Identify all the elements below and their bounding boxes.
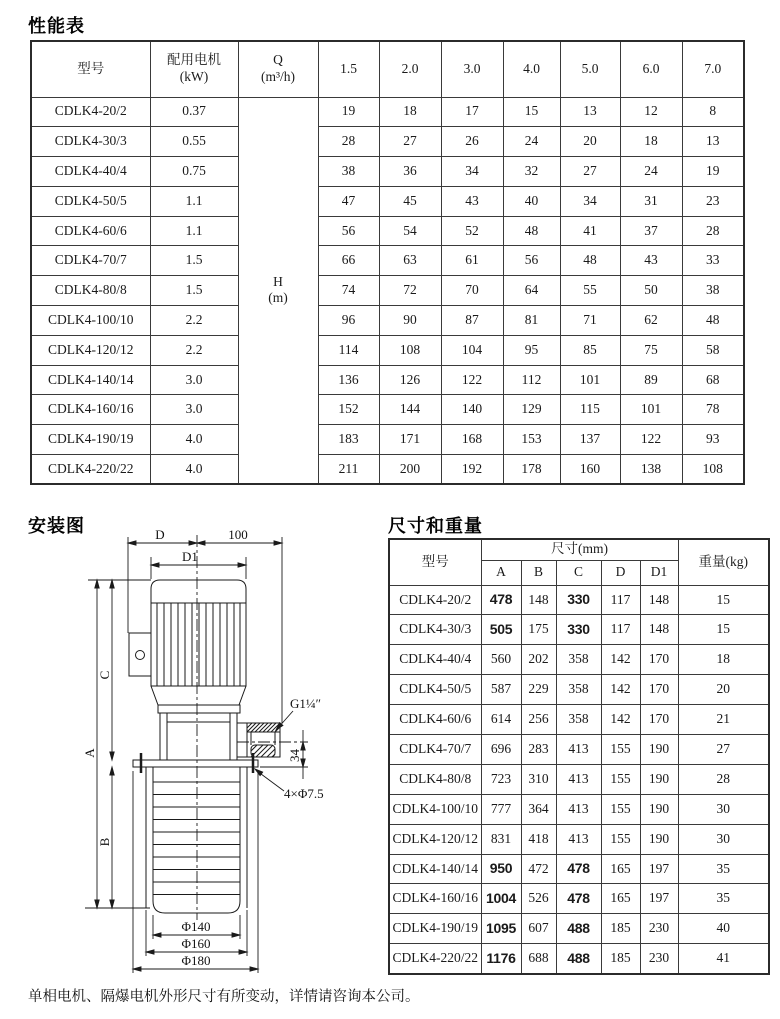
flow-value-header: 4.0 bbox=[503, 41, 560, 97]
head-cell: 183 bbox=[318, 425, 379, 455]
weight-cell: 40 bbox=[678, 914, 769, 944]
dim-b-cell: 472 bbox=[521, 854, 556, 884]
dim-c-cell: 330 bbox=[556, 615, 601, 645]
head-cell: 43 bbox=[441, 186, 503, 216]
dim-c-cell: 413 bbox=[556, 794, 601, 824]
footer-note: 单相电机、隔爆电机外形尺寸有所变动，详情请咨询本公司。 bbox=[28, 989, 420, 1005]
dim-c-cell: 413 bbox=[556, 734, 601, 764]
table-row bbox=[31, 335, 744, 365]
head-cell: 28 bbox=[318, 127, 379, 157]
dim-d-cell: 117 bbox=[601, 585, 640, 615]
dim-d1-cell: 197 bbox=[640, 884, 678, 914]
head-cell: 74 bbox=[318, 276, 379, 306]
head-cell: 13 bbox=[560, 97, 620, 127]
power-cell: 0.75 bbox=[150, 157, 238, 187]
power-cell: 1.1 bbox=[150, 216, 238, 246]
dim-a-cell: 777 bbox=[481, 794, 521, 824]
model-cell: CDLK4-80/8 bbox=[389, 764, 481, 794]
dim-a-cell: 560 bbox=[481, 645, 521, 675]
head-cell: 33 bbox=[682, 246, 744, 276]
weight-cell: 30 bbox=[678, 824, 769, 854]
dim-a-cell: 696 bbox=[481, 734, 521, 764]
model-cell: CDLK4-190/19 bbox=[389, 914, 481, 944]
dim-label-100: 100 bbox=[228, 527, 248, 542]
power-cell: 2.2 bbox=[150, 306, 238, 336]
dim-d1-cell: 170 bbox=[640, 705, 678, 735]
power-cell: 4.0 bbox=[150, 455, 238, 485]
model-cell: CDLK4-80/8 bbox=[31, 276, 150, 306]
dim-d1-cell: 230 bbox=[640, 944, 678, 974]
head-cell: 38 bbox=[318, 157, 379, 187]
motor-column-header: 配用电机 (kW) bbox=[150, 41, 238, 97]
head-cell: 115 bbox=[560, 395, 620, 425]
dim-c-cell: 488 bbox=[556, 944, 601, 974]
head-cell: 41 bbox=[560, 216, 620, 246]
dim-b-cell: 607 bbox=[521, 914, 556, 944]
head-cell: 34 bbox=[441, 157, 503, 187]
head-cell: 58 bbox=[682, 335, 744, 365]
head-cell: 108 bbox=[379, 335, 441, 365]
model-cell: CDLK4-160/16 bbox=[389, 884, 481, 914]
power-cell: 0.37 bbox=[150, 97, 238, 127]
dim-d-cell: 165 bbox=[601, 884, 640, 914]
power-cell: 1.5 bbox=[150, 246, 238, 276]
head-cell: 122 bbox=[441, 365, 503, 395]
dim-a-cell: 831 bbox=[481, 824, 521, 854]
head-cell: 26 bbox=[441, 127, 503, 157]
power-cell: 0.55 bbox=[150, 127, 238, 157]
head-cell: 61 bbox=[441, 246, 503, 276]
weight-cell: 35 bbox=[678, 854, 769, 884]
table-row bbox=[31, 276, 744, 306]
table-row bbox=[31, 97, 744, 127]
dim-b-cell: 418 bbox=[521, 824, 556, 854]
head-cell: 36 bbox=[379, 157, 441, 187]
dim-d1-cell: 190 bbox=[640, 734, 678, 764]
head-cell: 34 bbox=[560, 186, 620, 216]
table-row bbox=[389, 824, 769, 854]
head-cell: 72 bbox=[379, 276, 441, 306]
center-lines bbox=[197, 535, 308, 920]
dim-c-cell: 358 bbox=[556, 645, 601, 675]
table-row bbox=[389, 705, 769, 735]
installation-diagram bbox=[10, 525, 380, 995]
model-cell: CDLK4-20/2 bbox=[389, 585, 481, 615]
dimension-labels bbox=[82, 527, 324, 968]
dim-d1-cell: 170 bbox=[640, 645, 678, 675]
head-cell: 85 bbox=[560, 335, 620, 365]
head-cell: 137 bbox=[560, 425, 620, 455]
installation-diagram-title: 安装图 bbox=[28, 516, 85, 536]
model-cell: CDLK4-50/5 bbox=[31, 186, 150, 216]
model-cell: CDLK4-160/16 bbox=[31, 395, 150, 425]
head-cell: 66 bbox=[318, 246, 379, 276]
head-cell: 32 bbox=[503, 157, 560, 187]
dimensions-table bbox=[388, 538, 770, 975]
head-cell: 40 bbox=[503, 186, 560, 216]
dim-a-cell: 1004 bbox=[481, 884, 521, 914]
head-cell: 108 bbox=[682, 455, 744, 485]
dim-b-cell: 202 bbox=[521, 645, 556, 675]
head-cell: 64 bbox=[503, 276, 560, 306]
head-cell: 19 bbox=[318, 97, 379, 127]
dim-a-cell: 478 bbox=[481, 585, 521, 615]
dim-d1-cell: 190 bbox=[640, 764, 678, 794]
head-cell: 104 bbox=[441, 335, 503, 365]
head-cell: 129 bbox=[503, 395, 560, 425]
head-cell: 81 bbox=[503, 306, 560, 336]
dim-c-cell: 478 bbox=[556, 854, 601, 884]
dim-d-cell: 165 bbox=[601, 854, 640, 884]
dim-b-cell: 283 bbox=[521, 734, 556, 764]
head-cell: 56 bbox=[503, 246, 560, 276]
dim-d-cell: 142 bbox=[601, 675, 640, 705]
dim-d-cell: 155 bbox=[601, 794, 640, 824]
head-cell: 24 bbox=[503, 127, 560, 157]
dim-d-cell: 117 bbox=[601, 615, 640, 645]
dim-c-cell: 330 bbox=[556, 585, 601, 615]
head-cell: 62 bbox=[620, 306, 682, 336]
power-cell: 3.0 bbox=[150, 395, 238, 425]
dimensions-table-title: 尺寸和重量 bbox=[388, 516, 483, 536]
table-row bbox=[31, 186, 744, 216]
model-cell: CDLK4-120/12 bbox=[31, 335, 150, 365]
flow-value-header: 5.0 bbox=[560, 41, 620, 97]
head-cell: 70 bbox=[441, 276, 503, 306]
dim-b-cell: 310 bbox=[521, 764, 556, 794]
dim-c-cell: 358 bbox=[556, 675, 601, 705]
model-cell: CDLK4-20/2 bbox=[31, 97, 150, 127]
dim-a-cell: 614 bbox=[481, 705, 521, 735]
head-cell: 101 bbox=[620, 395, 682, 425]
head-cell: 126 bbox=[379, 365, 441, 395]
model-cell: CDLK4-30/3 bbox=[389, 615, 481, 645]
dim-d-cell: 142 bbox=[601, 645, 640, 675]
head-cell: 114 bbox=[318, 335, 379, 365]
head-cell: 200 bbox=[379, 455, 441, 485]
dim-d1-cell: 197 bbox=[640, 854, 678, 884]
dim-a-cell: 950 bbox=[481, 854, 521, 884]
model-cell: CDLK4-70/7 bbox=[389, 734, 481, 764]
table-row bbox=[31, 455, 744, 485]
table-row bbox=[31, 127, 744, 157]
head-cell: 28 bbox=[682, 216, 744, 246]
dim-label-phi180: Φ180 bbox=[181, 953, 211, 968]
size-col-header: B bbox=[521, 560, 556, 585]
table-row bbox=[31, 306, 744, 336]
dim-d1-cell: 148 bbox=[640, 585, 678, 615]
model-cell: CDLK4-60/6 bbox=[389, 705, 481, 735]
dim-label-d: D bbox=[155, 527, 165, 542]
model-cell: CDLK4-40/4 bbox=[389, 645, 481, 675]
table-row bbox=[389, 854, 769, 884]
weight-cell: 18 bbox=[678, 645, 769, 675]
head-cell: 78 bbox=[682, 395, 744, 425]
head-cell: 37 bbox=[620, 216, 682, 246]
dim-c-cell: 413 bbox=[556, 764, 601, 794]
head-cell: 50 bbox=[620, 276, 682, 306]
table-row bbox=[389, 645, 769, 675]
head-cell: 18 bbox=[379, 97, 441, 127]
performance-table bbox=[30, 40, 745, 485]
dim-d-cell: 185 bbox=[601, 944, 640, 974]
dim-d1-cell: 190 bbox=[640, 824, 678, 854]
weight-cell: 15 bbox=[678, 585, 769, 615]
table-row bbox=[31, 365, 744, 395]
head-cell: 27 bbox=[379, 127, 441, 157]
dim-label-a: A bbox=[82, 748, 97, 758]
head-cell: 71 bbox=[560, 306, 620, 336]
model-cell: CDLK4-120/12 bbox=[389, 824, 481, 854]
head-cell: 55 bbox=[560, 276, 620, 306]
head-cell: 38 bbox=[682, 276, 744, 306]
table-row bbox=[31, 395, 744, 425]
head-cell: 63 bbox=[379, 246, 441, 276]
dim-d-cell: 155 bbox=[601, 824, 640, 854]
power-cell: 2.2 bbox=[150, 335, 238, 365]
performance-header-row bbox=[31, 41, 744, 97]
flow-value-header: 6.0 bbox=[620, 41, 682, 97]
head-cell: 17 bbox=[441, 97, 503, 127]
dim-c-cell: 413 bbox=[556, 824, 601, 854]
flow-value-header: 1.5 bbox=[318, 41, 379, 97]
dim-b-cell: 688 bbox=[521, 944, 556, 974]
table-row bbox=[389, 944, 769, 974]
dim-a-cell: 1176 bbox=[481, 944, 521, 974]
model-column-header: 型号 bbox=[31, 41, 150, 97]
power-cell: 1.1 bbox=[150, 186, 238, 216]
dim-b-cell: 148 bbox=[521, 585, 556, 615]
head-cell: 89 bbox=[620, 365, 682, 395]
head-cell: 48 bbox=[503, 216, 560, 246]
head-cell: 160 bbox=[560, 455, 620, 485]
table-row bbox=[31, 157, 744, 187]
dim-a-cell: 723 bbox=[481, 764, 521, 794]
head-cell: 45 bbox=[379, 186, 441, 216]
size-col-header: D1 bbox=[640, 560, 678, 585]
head-cell: 24 bbox=[620, 157, 682, 187]
model-cell: CDLK4-140/14 bbox=[389, 854, 481, 884]
weight-cell: 15 bbox=[678, 615, 769, 645]
head-cell: 140 bbox=[441, 395, 503, 425]
head-cell: 168 bbox=[441, 425, 503, 455]
head-cell: 138 bbox=[620, 455, 682, 485]
dim-d-cell: 155 bbox=[601, 734, 640, 764]
head-cell: 192 bbox=[441, 455, 503, 485]
head-cell: 178 bbox=[503, 455, 560, 485]
dim-c-cell: 488 bbox=[556, 914, 601, 944]
weight-cell: 21 bbox=[678, 705, 769, 735]
table-row bbox=[389, 615, 769, 645]
head-cell: 101 bbox=[560, 365, 620, 395]
head-cell: 48 bbox=[682, 306, 744, 336]
size-group-header: 尺寸(mm) bbox=[481, 539, 678, 560]
dim-label-phi140: Φ140 bbox=[181, 919, 211, 934]
dim-b-cell: 364 bbox=[521, 794, 556, 824]
table-row bbox=[389, 884, 769, 914]
weight-cell: 20 bbox=[678, 675, 769, 705]
weight-cell: 30 bbox=[678, 794, 769, 824]
head-cell: 68 bbox=[682, 365, 744, 395]
size-col-header: D bbox=[601, 560, 640, 585]
dim-b-cell: 175 bbox=[521, 615, 556, 645]
head-cell: 47 bbox=[318, 186, 379, 216]
dim-c-cell: 478 bbox=[556, 884, 601, 914]
model-cell: CDLK4-140/14 bbox=[31, 365, 150, 395]
dim-b-cell: 256 bbox=[521, 705, 556, 735]
model-cell: CDLK4-50/5 bbox=[389, 675, 481, 705]
model-cell: CDLK4-60/6 bbox=[31, 216, 150, 246]
dimensions-header-row bbox=[389, 539, 769, 560]
size-col-header: A bbox=[481, 560, 521, 585]
table-row bbox=[389, 585, 769, 615]
dim-label-d1: D1 bbox=[182, 549, 198, 564]
table-row bbox=[31, 246, 744, 276]
flow-column-header: Q (m³/h) bbox=[238, 41, 318, 97]
head-cell: 153 bbox=[503, 425, 560, 455]
head-cell: 27 bbox=[560, 157, 620, 187]
power-cell: 3.0 bbox=[150, 365, 238, 395]
head-cell: 75 bbox=[620, 335, 682, 365]
model-cell: CDLK4-100/10 bbox=[31, 306, 150, 336]
head-cell: 171 bbox=[379, 425, 441, 455]
dim-a-cell: 587 bbox=[481, 675, 521, 705]
head-cell: 136 bbox=[318, 365, 379, 395]
model-cell: CDLK4-220/22 bbox=[389, 944, 481, 974]
head-cell: 52 bbox=[441, 216, 503, 246]
weight-column-header: 重量(kg) bbox=[678, 539, 769, 585]
weight-cell: 27 bbox=[678, 734, 769, 764]
power-cell: 1.5 bbox=[150, 276, 238, 306]
dim-d1-cell: 230 bbox=[640, 914, 678, 944]
flow-value-header: 3.0 bbox=[441, 41, 503, 97]
table-row bbox=[389, 914, 769, 944]
table-row bbox=[389, 794, 769, 824]
model-cell: CDLK4-70/7 bbox=[31, 246, 150, 276]
thread-size-label: G1¼″ bbox=[290, 696, 322, 711]
dim-d1-cell: 148 bbox=[640, 615, 678, 645]
head-unit-cell: H (m) bbox=[238, 97, 318, 484]
head-cell: 87 bbox=[441, 306, 503, 336]
dim-b-cell: 526 bbox=[521, 884, 556, 914]
weight-cell: 41 bbox=[678, 944, 769, 974]
model-cell: CDLK4-30/3 bbox=[31, 127, 150, 157]
head-cell: 48 bbox=[560, 246, 620, 276]
head-cell: 43 bbox=[620, 246, 682, 276]
dim-a-cell: 505 bbox=[481, 615, 521, 645]
dim-label-b: B bbox=[97, 837, 112, 847]
dim-a-cell: 1095 bbox=[481, 914, 521, 944]
head-cell: 23 bbox=[682, 186, 744, 216]
dim-d-cell: 185 bbox=[601, 914, 640, 944]
head-cell: 12 bbox=[620, 97, 682, 127]
size-col-header: C bbox=[556, 560, 601, 585]
head-cell: 54 bbox=[379, 216, 441, 246]
dim-c-cell: 358 bbox=[556, 705, 601, 735]
table-row bbox=[389, 734, 769, 764]
head-cell: 13 bbox=[682, 127, 744, 157]
dim-label-phi160: Φ160 bbox=[181, 936, 211, 951]
head-cell: 56 bbox=[318, 216, 379, 246]
head-cell: 211 bbox=[318, 455, 379, 485]
head-cell: 122 bbox=[620, 425, 682, 455]
model-column-header: 型号 bbox=[389, 539, 481, 585]
head-cell: 144 bbox=[379, 395, 441, 425]
head-cell: 93 bbox=[682, 425, 744, 455]
model-cell: CDLK4-100/10 bbox=[389, 794, 481, 824]
table-row bbox=[31, 425, 744, 455]
dim-d-cell: 155 bbox=[601, 764, 640, 794]
head-cell: 96 bbox=[318, 306, 379, 336]
weight-cell: 35 bbox=[678, 884, 769, 914]
head-cell: 152 bbox=[318, 395, 379, 425]
head-cell: 8 bbox=[682, 97, 744, 127]
head-cell: 31 bbox=[620, 186, 682, 216]
head-cell: 15 bbox=[503, 97, 560, 127]
head-cell: 95 bbox=[503, 335, 560, 365]
head-cell: 18 bbox=[620, 127, 682, 157]
head-cell: 20 bbox=[560, 127, 620, 157]
flow-value-header: 2.0 bbox=[379, 41, 441, 97]
dim-label-c: C bbox=[97, 670, 112, 680]
head-cell: 90 bbox=[379, 306, 441, 336]
head-cell: 19 bbox=[682, 157, 744, 187]
bolt-holes-label: 4×Φ7.5 bbox=[284, 786, 324, 801]
model-cell: CDLK4-40/4 bbox=[31, 157, 150, 187]
dim-label-34: 34 bbox=[287, 749, 302, 762]
model-cell: CDLK4-190/19 bbox=[31, 425, 150, 455]
pump-outline bbox=[129, 580, 280, 913]
dim-d1-cell: 190 bbox=[640, 794, 678, 824]
table-row bbox=[389, 764, 769, 794]
weight-cell: 28 bbox=[678, 764, 769, 794]
model-cell: CDLK4-220/22 bbox=[31, 455, 150, 485]
table-row bbox=[31, 216, 744, 246]
table-row bbox=[389, 675, 769, 705]
performance-table-title: 性能表 bbox=[28, 16, 85, 36]
dim-d-cell: 142 bbox=[601, 705, 640, 735]
flow-value-header: 7.0 bbox=[682, 41, 744, 97]
dim-d1-cell: 170 bbox=[640, 675, 678, 705]
head-cell: 112 bbox=[503, 365, 560, 395]
power-cell: 4.0 bbox=[150, 425, 238, 455]
dim-b-cell: 229 bbox=[521, 675, 556, 705]
